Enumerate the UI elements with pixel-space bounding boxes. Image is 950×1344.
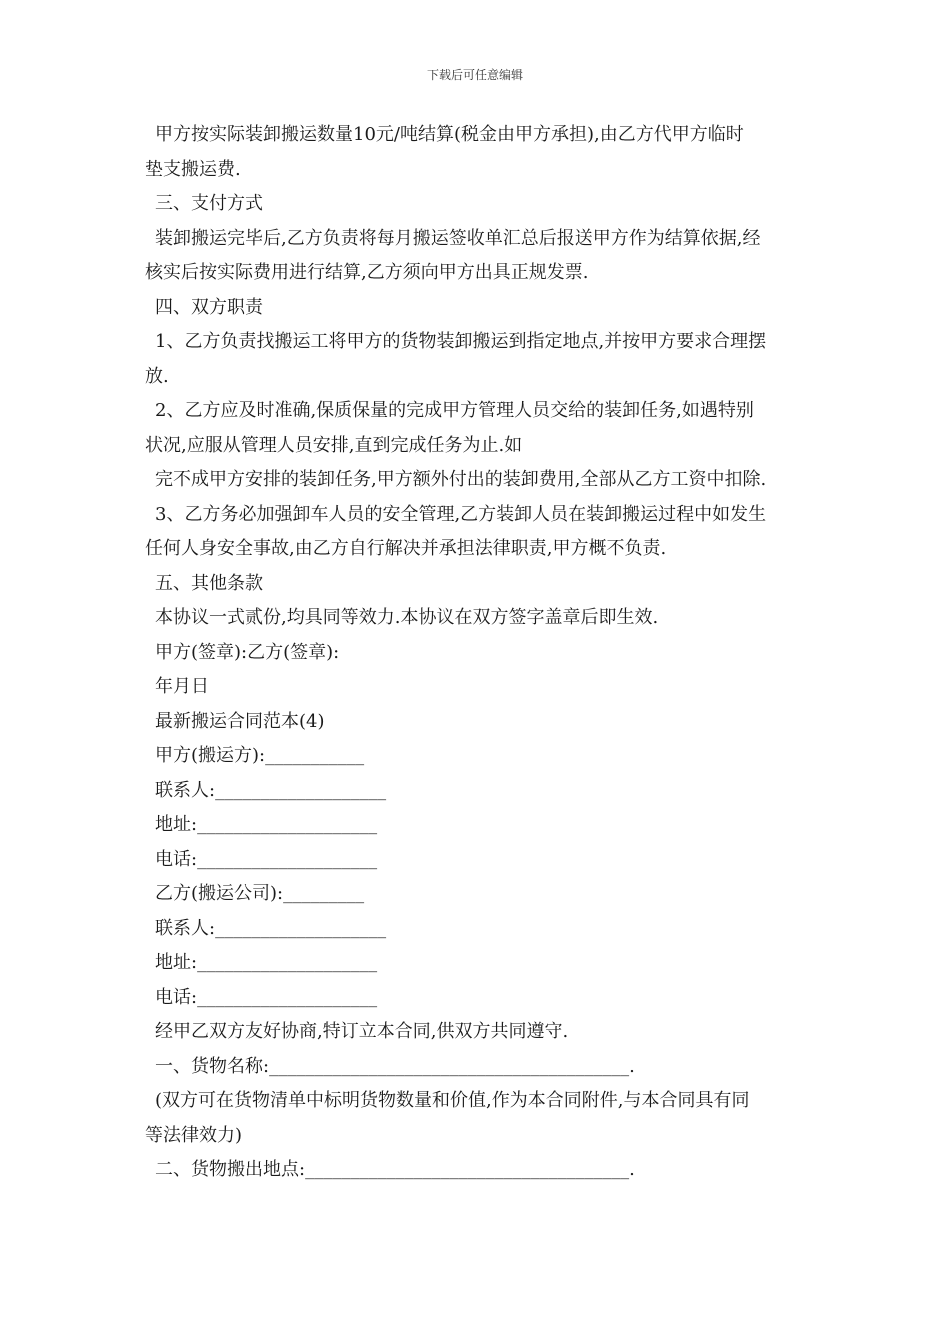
form-field-address: 地址:____________________	[155, 814, 378, 835]
text-line: 2、乙方应及时准确,保质保量的完成甲方管理人员交给的装卸任务,如遇特别	[155, 400, 754, 421]
section-heading: 三、支付方式	[155, 193, 263, 214]
text-line: 甲方按实际装卸搬运数量10元/吨结算(税金由甲方承担),由乙方代甲方临时	[155, 124, 744, 145]
text-line: (双方可在货物清单中标明货物数量和价值,作为本合同附件,与本合同具有同	[155, 1090, 750, 1111]
text-line: 状况,应服从管理人员安排,直到完成任务为止.如	[145, 434, 523, 456]
text-line: 核实后按实际费用进行结算,乙方须向甲方出具正规发票.	[145, 262, 589, 283]
form-field-phone: 电话:____________________	[155, 986, 378, 1008]
page-header: 下载后可任意编辑	[426, 68, 523, 82]
form-field-phone: 电话:____________________	[155, 848, 378, 870]
form-field-contact: 联系人:___________________	[155, 779, 387, 801]
text-line: 装卸搬运完毕后,乙方负责将每月搬运签收单汇总后报送甲方作为结算依据,经	[155, 227, 761, 249]
text-line: 任何人身安全事故,由乙方自行解决并承担法律职责,甲方概不负责.	[145, 538, 667, 559]
section-heading: 五、其他条款	[155, 572, 263, 594]
form-field-address: 地址:____________________	[155, 952, 378, 973]
contract-title: 最新搬运合同范本(4)	[155, 710, 325, 732]
date-line: 年月日	[155, 676, 209, 697]
form-field-party-b: 乙方(搬运公司):_________	[155, 883, 365, 904]
text-line: 经甲乙双方友好协商,特订立本合同,供双方共同遵守.	[155, 1021, 569, 1042]
signature-line: 甲方(签章):乙方(签章):	[155, 641, 340, 663]
form-field-contact: 联系人:___________________	[155, 917, 387, 939]
text-line: 等法律效力)	[145, 1124, 243, 1146]
text-line: 本协议一式贰份,均具同等效力.本协议在双方签字盖章后即生效.	[155, 607, 659, 628]
text-line: 放.	[145, 365, 169, 387]
text-line: 3、乙方务必加强卸车人员的安全管理,乙方装卸人员在装卸搬运过程中如发生	[155, 503, 767, 525]
form-field-party-a: 甲方(搬运方):___________	[155, 745, 365, 766]
document-body	[145, 118, 810, 1188]
text-line: 完不成甲方安排的装卸任务,甲方额外付出的装卸费用,全部从乙方工资中扣除.	[155, 469, 767, 490]
text-line: 垫支搬运费.	[145, 158, 241, 180]
form-field-origin: 二、货物搬出地点:____________________________________.	[155, 1159, 635, 1180]
text-line: 1、乙方负责找搬运工将甲方的货物装卸搬运到指定地点,并按甲方要求合理摆	[155, 331, 767, 352]
section-heading: 四、双方职责	[155, 296, 263, 318]
form-field-goods-name: 一、货物名称:________________________________________.	[155, 1055, 635, 1077]
